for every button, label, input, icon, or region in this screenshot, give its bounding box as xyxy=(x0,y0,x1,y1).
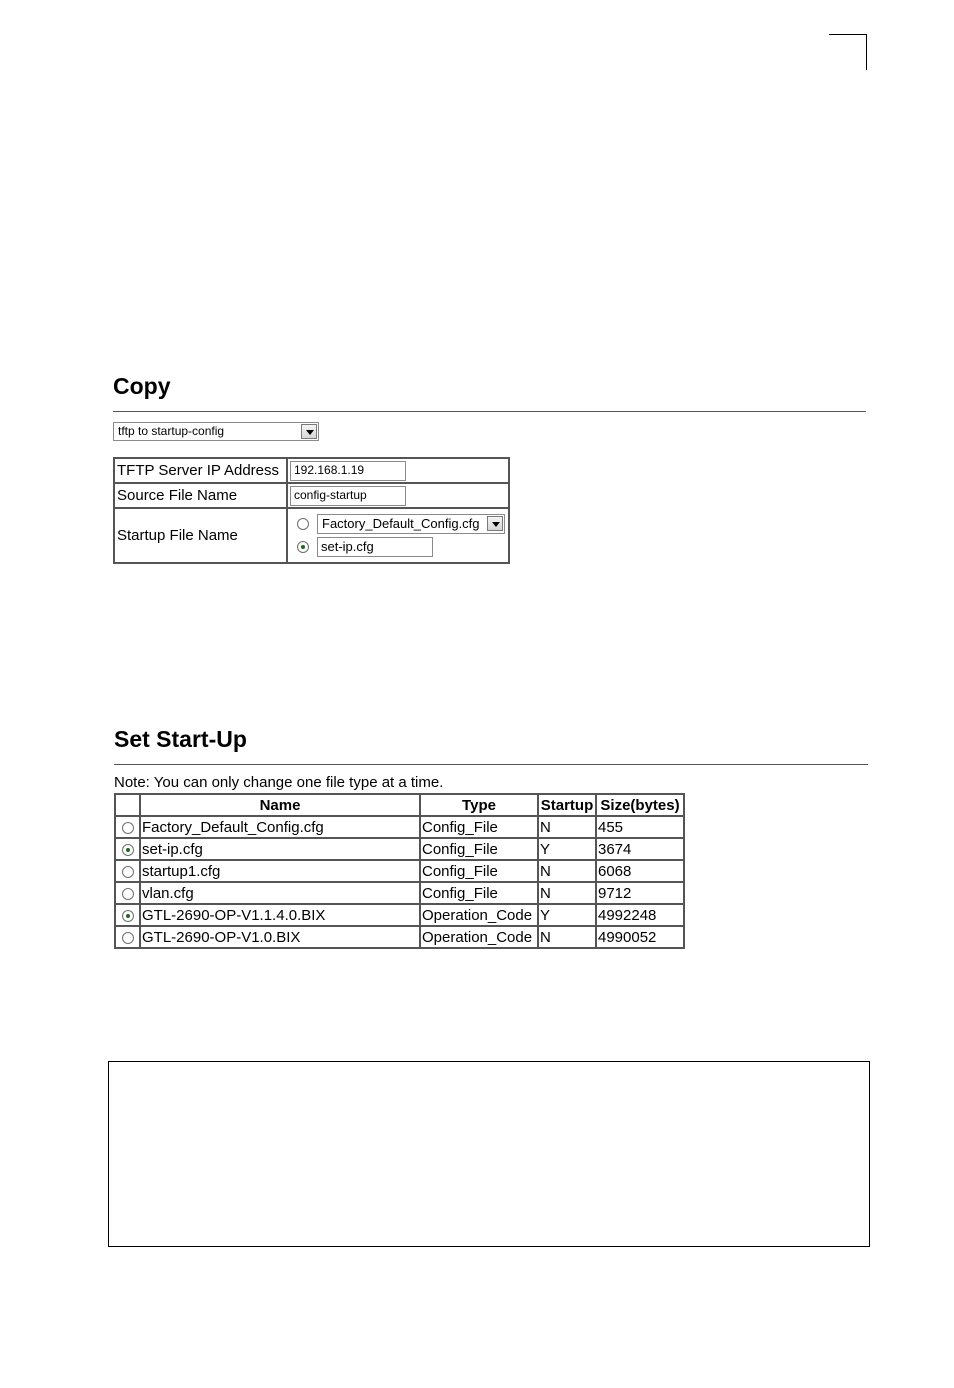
row-name: vlan.cfg xyxy=(140,882,420,904)
source-file-input[interactable]: config-startup xyxy=(290,486,406,506)
copy-form-table xyxy=(113,457,510,564)
row-select-radio[interactable] xyxy=(122,910,134,922)
header-name: Name xyxy=(140,794,420,816)
source-file-cell xyxy=(287,483,509,508)
table-row xyxy=(115,838,684,860)
row-size: 3674 xyxy=(596,838,684,860)
row-size: 6068 xyxy=(596,860,684,882)
startup-files-table xyxy=(114,793,685,949)
row-size: 4992248 xyxy=(596,904,684,926)
tftp-server-cell xyxy=(287,458,509,483)
row-select-radio[interactable] xyxy=(122,844,134,856)
table-row xyxy=(115,882,684,904)
set-startup-title: Set Start-Up xyxy=(114,726,247,752)
startup-file-input[interactable]: set-ip.cfg xyxy=(317,537,433,557)
row-type: Operation_Code xyxy=(420,904,538,926)
startup-new-radio[interactable] xyxy=(297,541,309,553)
chevron-down-icon[interactable] xyxy=(487,516,503,531)
row-name: Factory_Default_Config.cfg xyxy=(140,816,420,838)
set-startup-divider xyxy=(114,764,868,765)
row-size: 4990052 xyxy=(596,926,684,948)
row-startup: N xyxy=(538,860,596,882)
row-startup: Y xyxy=(538,904,596,926)
startup-files-body xyxy=(115,816,684,948)
startup-file-label: Startup File Name xyxy=(114,508,287,563)
row-name: set-ip.cfg xyxy=(140,838,420,860)
chevron-down-icon[interactable] xyxy=(301,424,317,439)
header-size: Size(bytes) xyxy=(596,794,684,816)
row-select-radio[interactable] xyxy=(122,932,134,944)
row-startup: N xyxy=(538,816,596,838)
tftp-server-input[interactable]: 192.168.1.19 xyxy=(290,461,406,481)
source-file-label: Source File Name xyxy=(114,483,287,508)
startup-file-option-new xyxy=(297,537,506,557)
table-header-row xyxy=(115,794,684,816)
row-startup: N xyxy=(538,926,596,948)
copy-divider xyxy=(113,411,866,412)
row-type: Config_File xyxy=(420,838,538,860)
table-row xyxy=(115,816,684,838)
row-select-radio[interactable] xyxy=(122,888,134,900)
row-size: 9712 xyxy=(596,882,684,904)
row-size: 455 xyxy=(596,816,684,838)
header-startup: Startup xyxy=(538,794,596,816)
row-select-radio[interactable] xyxy=(122,822,134,834)
table-row xyxy=(115,904,684,926)
startup-file-row xyxy=(114,508,509,563)
header-select xyxy=(115,794,140,816)
header-type: Type xyxy=(420,794,538,816)
source-file-row xyxy=(114,483,509,508)
row-name: startup1.cfg xyxy=(140,860,420,882)
copy-operation-select-value: tftp to startup-config xyxy=(118,424,225,438)
row-type: Config_File xyxy=(420,860,538,882)
row-startup: N xyxy=(538,882,596,904)
startup-file-cell xyxy=(287,508,509,563)
row-name: GTL-2690-OP-V1.1.4.0.BIX xyxy=(140,904,420,926)
row-type: Config_File xyxy=(420,882,538,904)
row-type: Operation_Code xyxy=(420,926,538,948)
set-startup-note: Note: You can only change one file type at a time. xyxy=(114,774,444,791)
page-corner-mark xyxy=(829,34,867,70)
startup-file-select[interactable] xyxy=(317,514,505,534)
row-type: Config_File xyxy=(420,816,538,838)
startup-file-select-value: Factory_Default_Config.cfg xyxy=(322,516,480,531)
table-row xyxy=(115,860,684,882)
startup-file-option-existing xyxy=(297,514,506,534)
startup-existing-radio[interactable] xyxy=(297,518,309,530)
copy-title: Copy xyxy=(113,373,171,399)
tftp-server-label: TFTP Server IP Address xyxy=(114,458,287,483)
row-name: GTL-2690-OP-V1.0.BIX xyxy=(140,926,420,948)
tftp-server-row xyxy=(114,458,509,483)
row-startup: Y xyxy=(538,838,596,860)
row-select-radio[interactable] xyxy=(122,866,134,878)
empty-notice-box xyxy=(108,1061,870,1247)
copy-operation-select[interactable] xyxy=(113,422,319,441)
table-row xyxy=(115,926,684,948)
